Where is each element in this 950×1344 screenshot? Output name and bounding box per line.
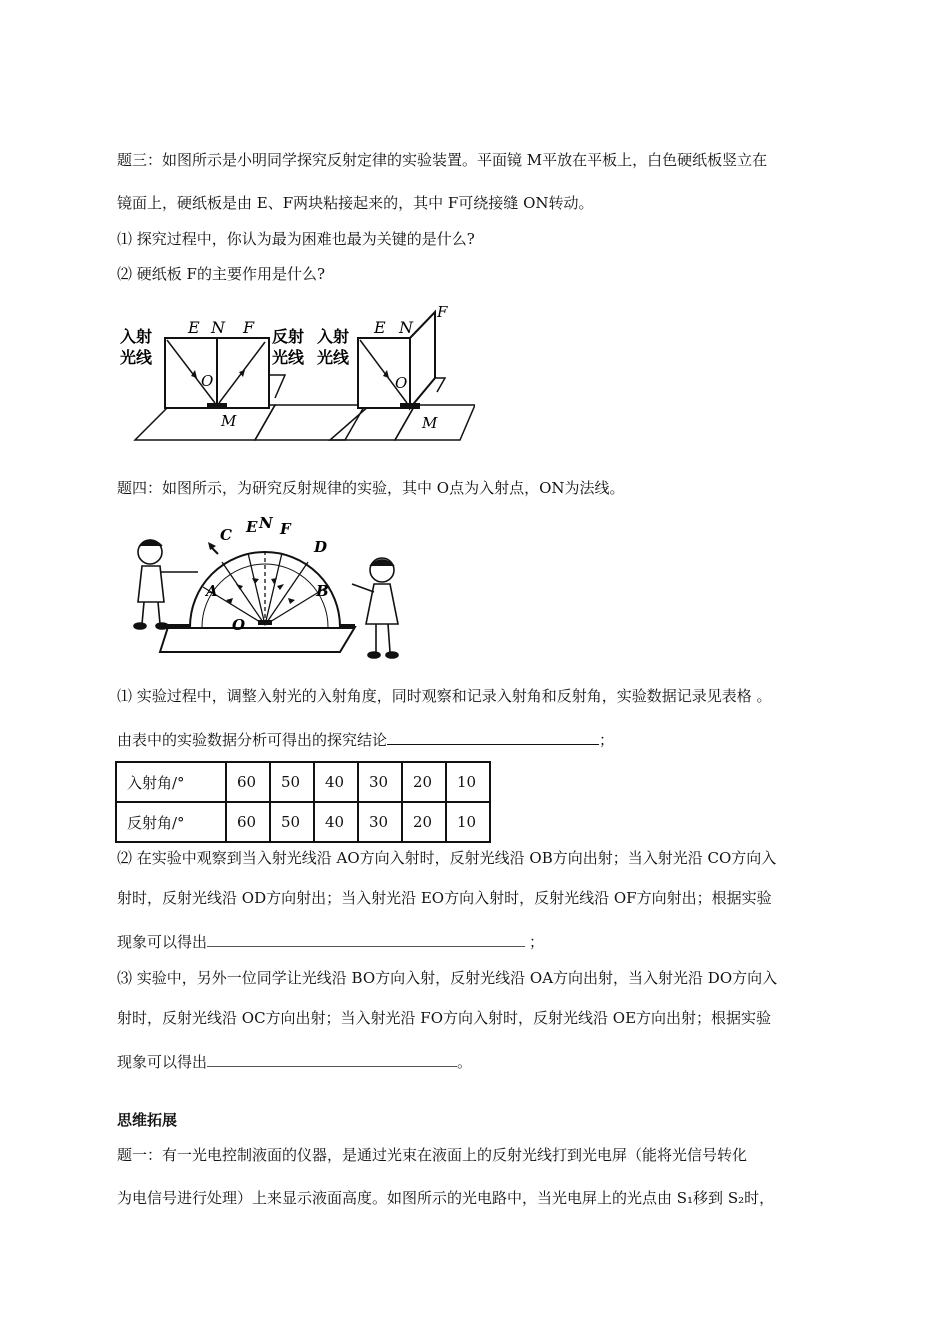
label-f: F	[280, 520, 291, 538]
q4-line1: 题四：如图所示，为研究反射规律的实验，其中 O点为入射点，ON为法线。	[117, 479, 625, 497]
answer-blank-2[interactable]	[207, 930, 525, 947]
label-reflected-2: 光线	[272, 348, 305, 367]
label-o: O	[232, 616, 246, 634]
q3-sub1: ⑴ 探究过程中，你认为最为困难也最为关键的是什么?	[117, 230, 475, 248]
q4-s2-line2: 射时，反射光线沿 OD方向射出；当入射光沿 EO方向入射时，反射光线沿 OF方向射出；根据实验	[117, 889, 772, 907]
svg-text:E: E	[374, 318, 386, 337]
board-f-rotated	[410, 312, 435, 408]
q4-s2-line3: 现象可以得出 ；	[117, 930, 544, 952]
label-c: C	[220, 526, 232, 544]
svg-text:O: O	[395, 374, 408, 392]
ext-line2: 为电信号进行处理）上来显示液面高度。如图所示的光电路中，当光电屏上的光点由 S₁移到 S₂时，	[117, 1189, 775, 1207]
label-b: B	[316, 582, 329, 600]
label-incident-left-1: 入射	[120, 327, 153, 346]
q4-s1-line2: 由表中的实验数据分析可得出的探究结论 ；	[117, 728, 614, 750]
label-n-left: N	[211, 318, 225, 337]
angle-data-table	[115, 761, 491, 843]
answer-blank-3[interactable]	[207, 1050, 457, 1067]
protractor-reflection-figure	[130, 512, 410, 672]
q3-sub2: ⑵ 硬纸板 F的主要作用是什么?	[117, 265, 325, 283]
label-f-left: F	[243, 318, 255, 337]
right-child-figure	[352, 558, 398, 658]
plate-left	[135, 405, 275, 440]
label-n: N	[259, 514, 273, 532]
label-incident-left-2: 光线	[120, 348, 153, 367]
label-e-left: E	[188, 318, 200, 337]
plate-right	[330, 405, 415, 440]
label-a: A	[206, 582, 218, 600]
label-incident-right-1: 入射	[317, 327, 350, 346]
svg-text:M: M	[422, 414, 438, 432]
label-m-left: M	[221, 412, 237, 430]
label-o-left: O	[201, 372, 214, 390]
q4-s3-line2: 射时，反射光线沿 OC方向出射；当入射光沿 FO方向入射时，反射光线沿 OE方向出射；根据实验	[117, 1009, 772, 1027]
q4-s3-line1: ⑶ 实验中，另外一位同学让光线沿 BO方向入射，反射光线沿 OA方向出射，当入射光沿 DO方向入	[117, 969, 778, 987]
platform	[160, 627, 355, 652]
table-row: 入射角/° 60 50 40 30 20 10	[116, 762, 490, 802]
q4-s2-line1: ⑵ 在实验中观察到当入射光线沿 AO方向入射时，反射光线沿 OB方向出射；当入射光沿 CO方向入	[117, 849, 777, 867]
label-e: E	[246, 518, 258, 536]
svg-text:F: F	[437, 303, 448, 321]
q3-line1: 题三：如图所示是小明同学探究反射定律的实验装置。平面镜 M平放在平板上，白色硬纸板竖立在	[117, 151, 768, 169]
ext-line1: 题一：有一光电控制液面的仪器，是通过光束在液面上的反射光线打到光电屏（能将光信号转化	[117, 1146, 748, 1164]
label-incident-right-2: 光线	[317, 348, 350, 367]
label-d: D	[314, 538, 328, 556]
section-heading: 思维拓展	[117, 1111, 178, 1129]
q3-line2: 镜面上，硬纸板是由 E、F两块粘接起来的，其中 F可绕接缝 ON转动。	[117, 194, 594, 212]
mirror-m-left	[207, 403, 227, 409]
reflection-apparatus-figure	[115, 300, 475, 450]
mirror-m-right	[400, 403, 420, 409]
table-row: 反射角/° 60 50 40 30 20 10	[116, 802, 490, 842]
left-child-figure	[134, 540, 198, 629]
answer-blank-1[interactable]	[387, 728, 599, 745]
label-reflected-1: 反射	[272, 327, 305, 346]
mirror-o	[258, 620, 272, 625]
q4-s3-line3: 现象可以得出 。	[117, 1050, 472, 1072]
svg-text:N: N	[399, 318, 413, 337]
q4-s1-line1: ⑴ 实验过程中，调整入射光的入射角度，同时观察和记录入射角和反射角，实验数据记录见表格 。	[117, 687, 772, 705]
